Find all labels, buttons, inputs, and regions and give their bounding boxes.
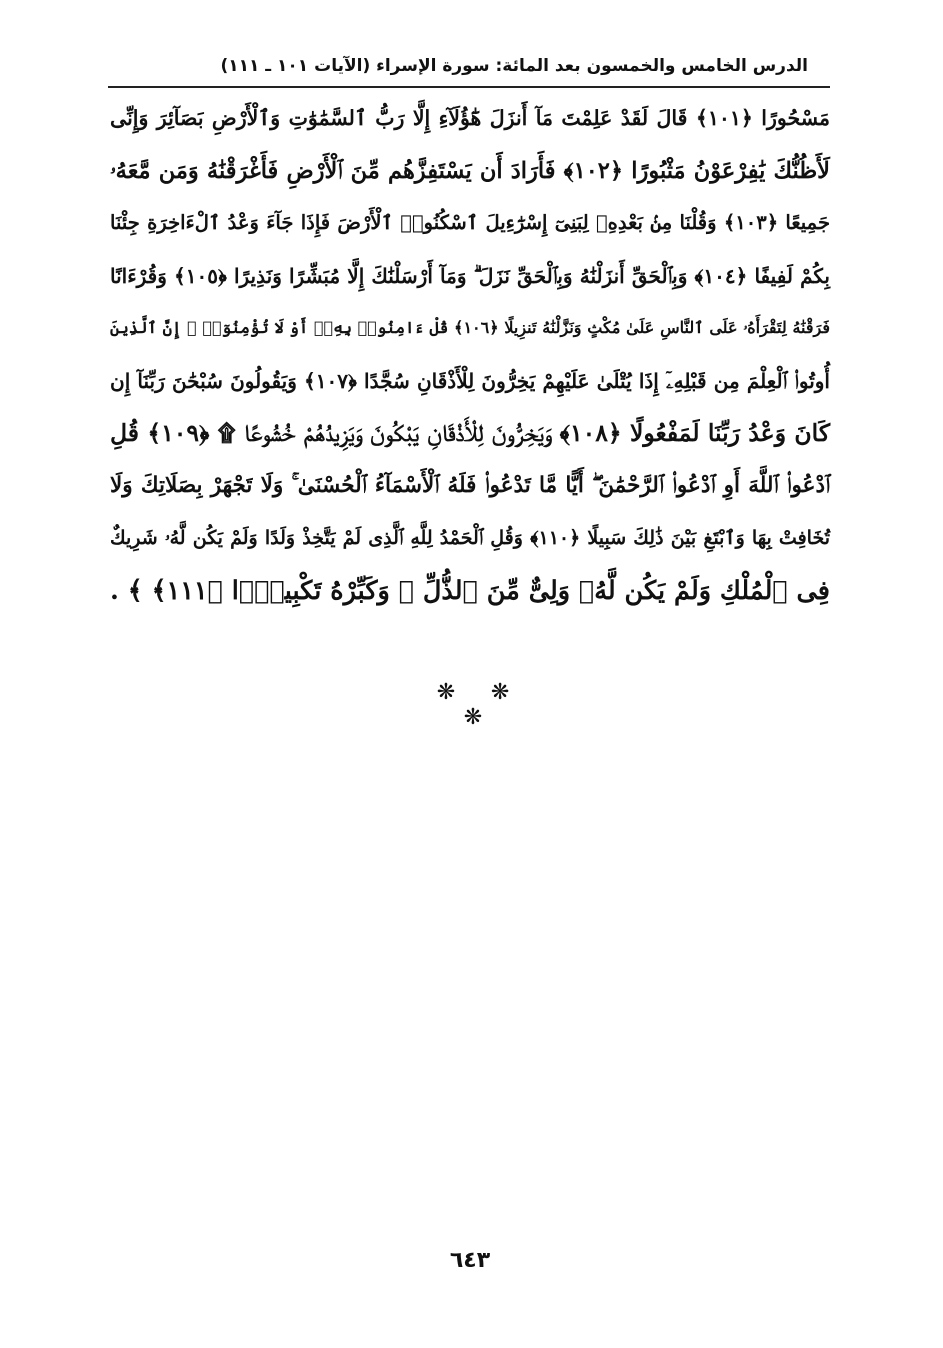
- text-line: فَرَقْنَٰهُ لِتَقْرَأَهُۥ عَلَى ٱلنَّاسِ عَلَىٰ مُكْثٍ وَنَزَّلْنَٰهُ تَنزِيلًا ﴿١٠٦﴾ قُلْ ءَامِنُوا۟ بِهِۦٓ أَوْ لَا تُؤْمِنُوٓا۟ ۚ إِنَّ ٱلَّذِينَ: [110, 318, 831, 337]
- text-line: تُخَافِتْ بِهَا وَٱبْتَغِ بَيْنَ ذَٰلِكَ سَبِيلًا ﴿١١٠﴾ وَقُلِ ٱلْحَمْدُ لِلَّهِ ٱلَّذِى لَمْ يَتَّخِذْ وَلَدًا وَلَمْ يَكُن لَّهُۥ شَرِيكٌ: [110, 527, 830, 549]
- text-line: فِى ٱلْمُلْكِ وَلَمْ يَكُن لَّهُۥ وَلِىٌّ مِّنَ ٱلذُّلِّ ۖ وَكَبِّرْهُ تَكْبِيرًۢا ﴿١١١﴾ ﴾ .: [110, 575, 830, 606]
- text-line: كَانَ وَعْدُ رَبِّنَا لَمَفْعُولًا ﴿١٠٨﴾ وَيَخِرُّونَ لِلْأَذْقَانِ يَبْكُونَ وَيَزِيدُهُمْ خُشُوعًا ۩ ﴿١٠٩﴾ قُلِ: [110, 419, 831, 447]
- text-line: أُوتُوا۟ ٱلْعِلْمَ مِن قَبْلِهِۦٓ إِذَا يُتْلَىٰ عَلَيْهِمْ يَخِرُّونَ لِلْأَذْقَانِ سُجَّدًا ﴿١٠٧﴾ وَيَقُولُونَ سُبْحَٰنَ رَبِّنَآ إِن: [110, 368, 830, 393]
- running-header: الدرس الخامس والخمسون بعد المائة: سورة الإسراء (الآيات ١٠١ ـ ١١١): [220, 56, 808, 76]
- quran-text-block: [110, 92, 830, 617]
- header-rule: [108, 86, 830, 88]
- text-line: ٱدْعُوا۟ ٱللَّهَ أَوِ ٱدْعُوا۟ ٱلرَّحْمَٰنَ ۖ أَيًّا مَّا تَدْعُوا۟ فَلَهُ ٱلْأَسْمَآءُ ٱلْحُسْنَىٰ ۚ وَلَا تَجْهَرْ بِصَلَاتِكَ وَلَا: [110, 472, 830, 498]
- text-line: لَأَظُنُّكَ يَٰفِرْعَوْنُ مَثْبُورًا ﴿١٠٢﴾ فَأَرَادَ أَن يَسْتَفِزَّهُم مِّنَ ٱلْأَرْضِ فَأَغْرَقْنَٰهُ وَمَن مَّعَهُۥ: [110, 157, 830, 184]
- page-number: ٦٤٣: [449, 1248, 491, 1273]
- section-separator: ❋ ❋ ❋: [436, 680, 524, 730]
- text-line: مَسْحُورًا ﴿١٠١﴾ قَالَ لَقَدْ عَلِمْتَ مَآ أَنزَلَ هَٰٓؤُلَآءِ إِلَّا رَبُّ ٱلسَّمَٰوَٰتِ وَٱلْأَرْضِ بَصَآئِرَ وَإِنِّى: [110, 106, 830, 130]
- text-line: بِكُمْ لَفِيفًا ﴿١٠٤﴾ وَبِٱلْحَقِّ أَنزَلْنَٰهُ وَبِٱلْحَقِّ نَزَلَ ۗ وَمَآ أَرْسَلْنَٰكَ إِلَّا مُبَشِّرًا وَنَذِيرًا ﴿١٠٥﴾ وَقُرْءَانًا: [110, 263, 830, 288]
- text-line: جَمِيعًا ﴿١٠٣﴾ وَقُلْنَا مِنۢ بَعْدِهِۦ لِبَنِىٓ إِسْرَٰٓءِيلَ ٱسْكُنُوا۟ ٱلْأَرْضَ فَإِذَا جَآءَ وَعْدُ ٱلْءَاخِرَةِ جِئْنَا: [110, 211, 830, 234]
